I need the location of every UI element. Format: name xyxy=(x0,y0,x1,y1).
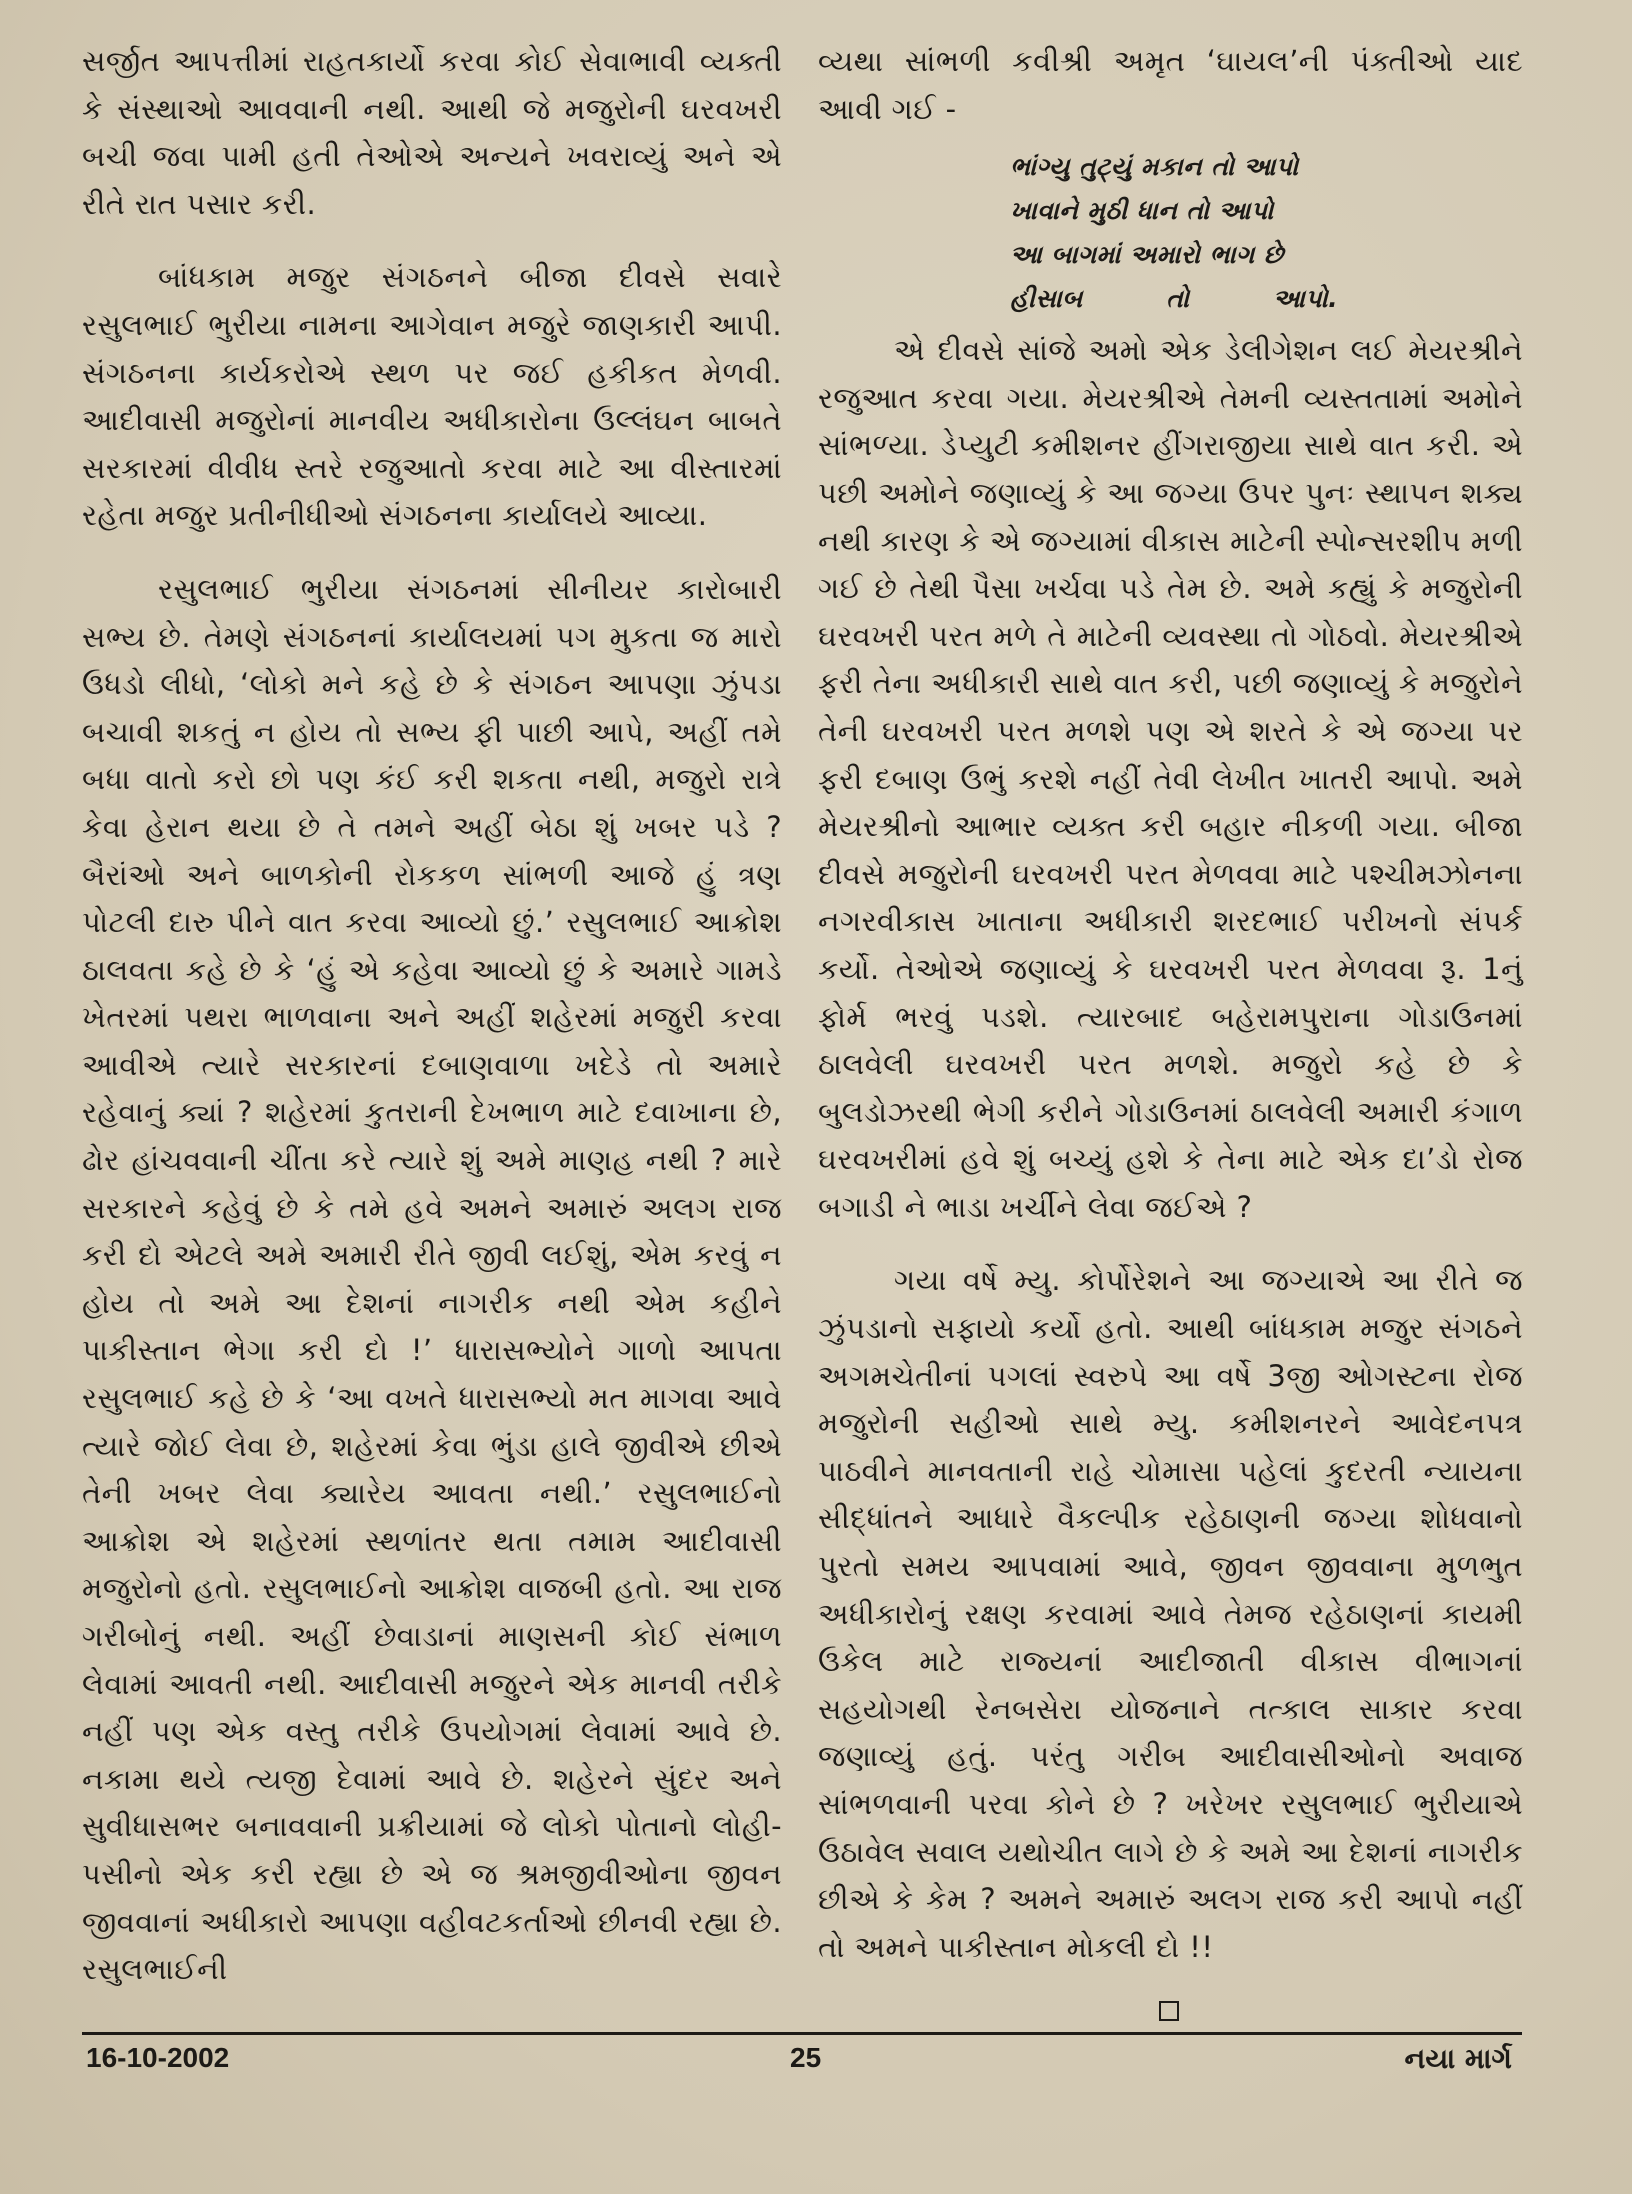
paragraph: બાંધકામ મજુર સંગઠનને બીજા દીવસે સવારે રસુલભાઈ ભુરીયા નામના આગેવાન મજુરે જાણકારી આપી. સંગઠનના કાર્યકરોએ સ્થળ પર જઈ હકીકત મેળવી. આદીવાસી મજુરોનાં માનવીય અધીકારોના ઉલ્લંઘન બાબતે સરકારમાં વીવીધ સ્તરે રજુઆતો કરવા માટે આ વીસ્તારમાં રહેતા મજુર પ્રતીનીધીઓ સંગઠનના કાર્યાલયે આવ્યા. xyxy=(82,260,782,533)
poem-word: આપો. xyxy=(1273,284,1338,314)
article-end-square-icon xyxy=(1159,2001,1179,2021)
poem-line: ખાવાને મુઠી ધાન તો આપો xyxy=(1010,196,1274,226)
paragraph: સર્જીત આપત્તીમાં રાહતકાર્યો કરવા કોઈ સેવાભાવી વ્યક્તી કે સંસ્થાઓ આવવાની નથી. આથી જે મજુરોની ઘરવખરી બચી જવા પામી હતી તેઓએ અન્યને ખવરાવ્યું અને એ રીતે રાત પસાર કરી. xyxy=(82,44,782,221)
footer-divider xyxy=(82,2032,1522,2035)
paragraph: ગયા વર્ષે મ્યુ. કોર્પોરેશને આ જગ્યાએ આ રીતે જ ઝુંપડાનો સફાયો કર્યો હતો. આથી બાંધકામ મજુર સંગઠને અગમચેતીનાં પગલાં સ્વરુપે આ વર્ષે 3જી ઓગસ્ટના રોજ મજુરોની સહીઓ સાથે મ્યુ. કમીશનરને આવેદનપત્ર પાઠવીને માનવતાની રાહે ચોમાસા પહેલાં કુદરતી ન્યાયના સીદ્ધાંતને આધારે વૈકલ્પીક રહેઠાણની જગ્યા શોધવાનો પુરતો સમય આપવામાં આવે, જીવન જીવવાના મુળભુત અધીકારોનું રક્ષણ કરવામાં આવે તેમજ રહેઠાણનાં કાયમી ઉકેલ માટે રાજ્યનાં આદીજાતી વીકાસ વીભાગનાં સહયોગથી રેનબસેરા યોજનાને તત્કાલ સાકાર કરવા જણાવ્યું હતું. પરંતુ ગરીબ આદીવાસીઓનો અવાજ સાંભળવાની પરવા કોને છે ? ખરેખર રસુલભાઈ ભુરીયાએ ઉઠાવેલ સવાલ યથોચીત લાગે છે કે અમે આ દેશનાં નાગરીક છીએ કે કેમ ? અમને અમારું અલગ રાજ કરી આપો નહીં તો અમને પાકીસ્તાન મોકલી દો !! xyxy=(818,1263,1523,1964)
poem-line: આ બાગમાં અમારો ભાગ છે xyxy=(1010,240,1284,270)
poem-word: તો xyxy=(1166,284,1190,314)
poem-stanza xyxy=(1010,145,1338,321)
issue-date: 16-10-2002 xyxy=(86,2042,230,2073)
paragraph: એ દીવસે સાંજે અમો એક ડેલીગેશન લઈ મેયરશ્રીને રજુઆત કરવા ગયા. મેયરશ્રીએ તેમની વ્યસ્તતામાં અમોને સાંભળ્યા. ડેપ્યુટી કમીશનર હીંગરાજીયા સાથે વાત કરી. એ પછી અમોને જણાવ્યું કે આ જગ્યા ઉપર પુનઃ સ્થાપન શક્ય નથી કારણ કે એ જગ્યામાં વીકાસ માટેની સ્પોન્સરશીપ મળી ગઈ છે તેથી પૈસા ખર્ચવા પડે તેમ છે. અમે કહ્યું કે મજુરોની ઘરવખરી પરત મળે તે માટેની વ્યવસ્થા તો ગોઠવો. મેયરશ્રીએ ફરી તેના અધીકારી સાથે વાત કરી, પછી જણાવ્યું કે મજુરોને તેની ઘરવખરી પરત મળશે પણ એ શરતે કે એ જગ્યા પર ફરી દબાણ ઉભું કરશે નહીં તેવી લેખીત ખાતરી આપો. અમે મેયરશ્રીનો આભાર વ્યક્ત કરી બહાર નીકળી ગયા. બીજા દીવસે મજુરોની ઘરવખરી પરત મેળવવા માટે પશ્ચીમઝોનના નગરવીકાસ ખાતાના અધીકારી શરદભાઈ પરીખનો સંપર્ક કર્યો. તેઓએ જણાવ્યું કે ઘરવખરી પરત મેળવવા રૂ. 1નું ફોર્મ ભરવું પડશે. ત્યારબાદ બહેરામપુરાના ગોડાઉનમાં ઠાલવેલી ઘરવખરી પરત મળશે. મજુરો કહે છે કે બુલડોઝરથી ભેગી કરીને ગોડાઉનમાં ઠાલવેલી અમારી કંગાળ ઘરવખરીમાં હવે શું બચ્યું હશે કે તેના માટે એક દા’ડો રોજ બગાડી ને ભાડા ખર્ચીને લેવા જઈએ ? xyxy=(818,333,1523,1224)
poem-intro: વ્યથા સાંભળી કવીશ્રી અમૃત ‘ઘાયલ’ની પંક્તીઓ યાદ આવી ગઈ - xyxy=(818,44,1523,126)
paragraph: રસુલભાઈ ભુરીયા સંગઠનમાં સીનીયર કારોબારી સભ્ય છે. તેમણે સંગઠનનાં કાર્યાલયમાં પગ મુકતા જ મારો ઉધડો લીધો, ‘લોકો મને કહે છે કે સંગઠન આપણા ઝુંપડા બચાવી શકતું ન હોય તો સભ્ય ફી પાછી આપે, અહીં તમે બધા વાતો કરો છો પણ કંઈ કરી શકતા નથી, મજુરો રાત્રે કેવા હેરાન થયા છે તે તમને અહીં બેઠા શું ખબર પડે ? બૈરાંઓ અને બાળકોની રોકકળ સાંભળી આજે હું ત્રણ પોટલી દારુ પીને વાત કરવા આવ્યો છું.’ રસુલભાઈ આક્રોશ ઠાલવતા કહે છે કે ‘હું એ કહેવા આવ્યો છું કે અમારે ગામડે ખેતરમાં પથરા ભાળવાના અને અહીં શહેરમાં મજુરી કરવા આવીએ ત્યારે સરકારનાં દબાણવાળા ખદેડે તો અમારે રહેવાનું ક્યાં ? શહેરમાં કુતરાની દેખભાળ માટે દવાખાના છે, ઢોર હાંચવવાની ચીંતા કરે ત્યારે શું અમે માણહ નથી ? મારે સરકારને કહેવું છે કે તમે હવે અમને અમારું અલગ રાજ કરી દો એટલે અમે અમારી રીતે જીવી લઈશું, એમ કરવું ન હોય તો અમે આ દેશનાં નાગરીક નથી એમ કહીને પાકીસ્તાન ભેગા કરી દો !’ ધારાસભ્યોને ગાળો આપતા રસુલભાઈ કહે છે કે ‘આ વખતે ધારાસભ્યો મત માગવા આવે ત્યારે જોઈ લેવા છે, શહેરમાં કેવા ભુંડા હાલે જીવીએ છીએ તેની ખબર લેવા ક્યારેય આવતા નથી.’ રસુલભાઈનો આક્રોશ એ શહેરમાં સ્થળાંતર થતા તમામ આદીવાસી મજુરોનો હતો. રસુલભાઈનો આક્રોશ વાજબી હતો. આ રાજ ગરીબોનું નથી. અહીં છેવાડાનાં માણસની કોઈ સંભાળ લેવામાં આવતી નથી. આદીવાસી મજુરને એક માનવી તરીકે નહીં પણ એક વસ્તુ તરીકે ઉપયોગમાં લેવામાં આવે છે. નકામા થયે ત્યજી દેવામાં આવે છે. શહેરને સુંદર અને સુવીધાસભર બનાવવાની પ્રક્રીયામાં જે લોકો પોતાનો લોહી-પસીનો એક કરી રહ્યા છે એ જ શ્રમજીવીઓના જીવન જીવવાનાં અધીકારો આપણા વહીવટકર્તાઓ છીનવી રહ્યા છે. રસુલભાઈની xyxy=(82,571,782,1987)
right-column xyxy=(818,38,1523,1971)
poem-line xyxy=(1010,277,1338,321)
magazine-name: નયા માર્ગ xyxy=(1404,2042,1512,2075)
poem-line: ભાંગ્યુ તુટ્યું મકાન તો આપો xyxy=(1010,152,1299,182)
left-column xyxy=(82,38,782,1994)
page-footer xyxy=(82,2036,1522,2086)
poem-word: હીસાબ xyxy=(1010,284,1083,314)
page-number: 25 xyxy=(790,2042,822,2073)
